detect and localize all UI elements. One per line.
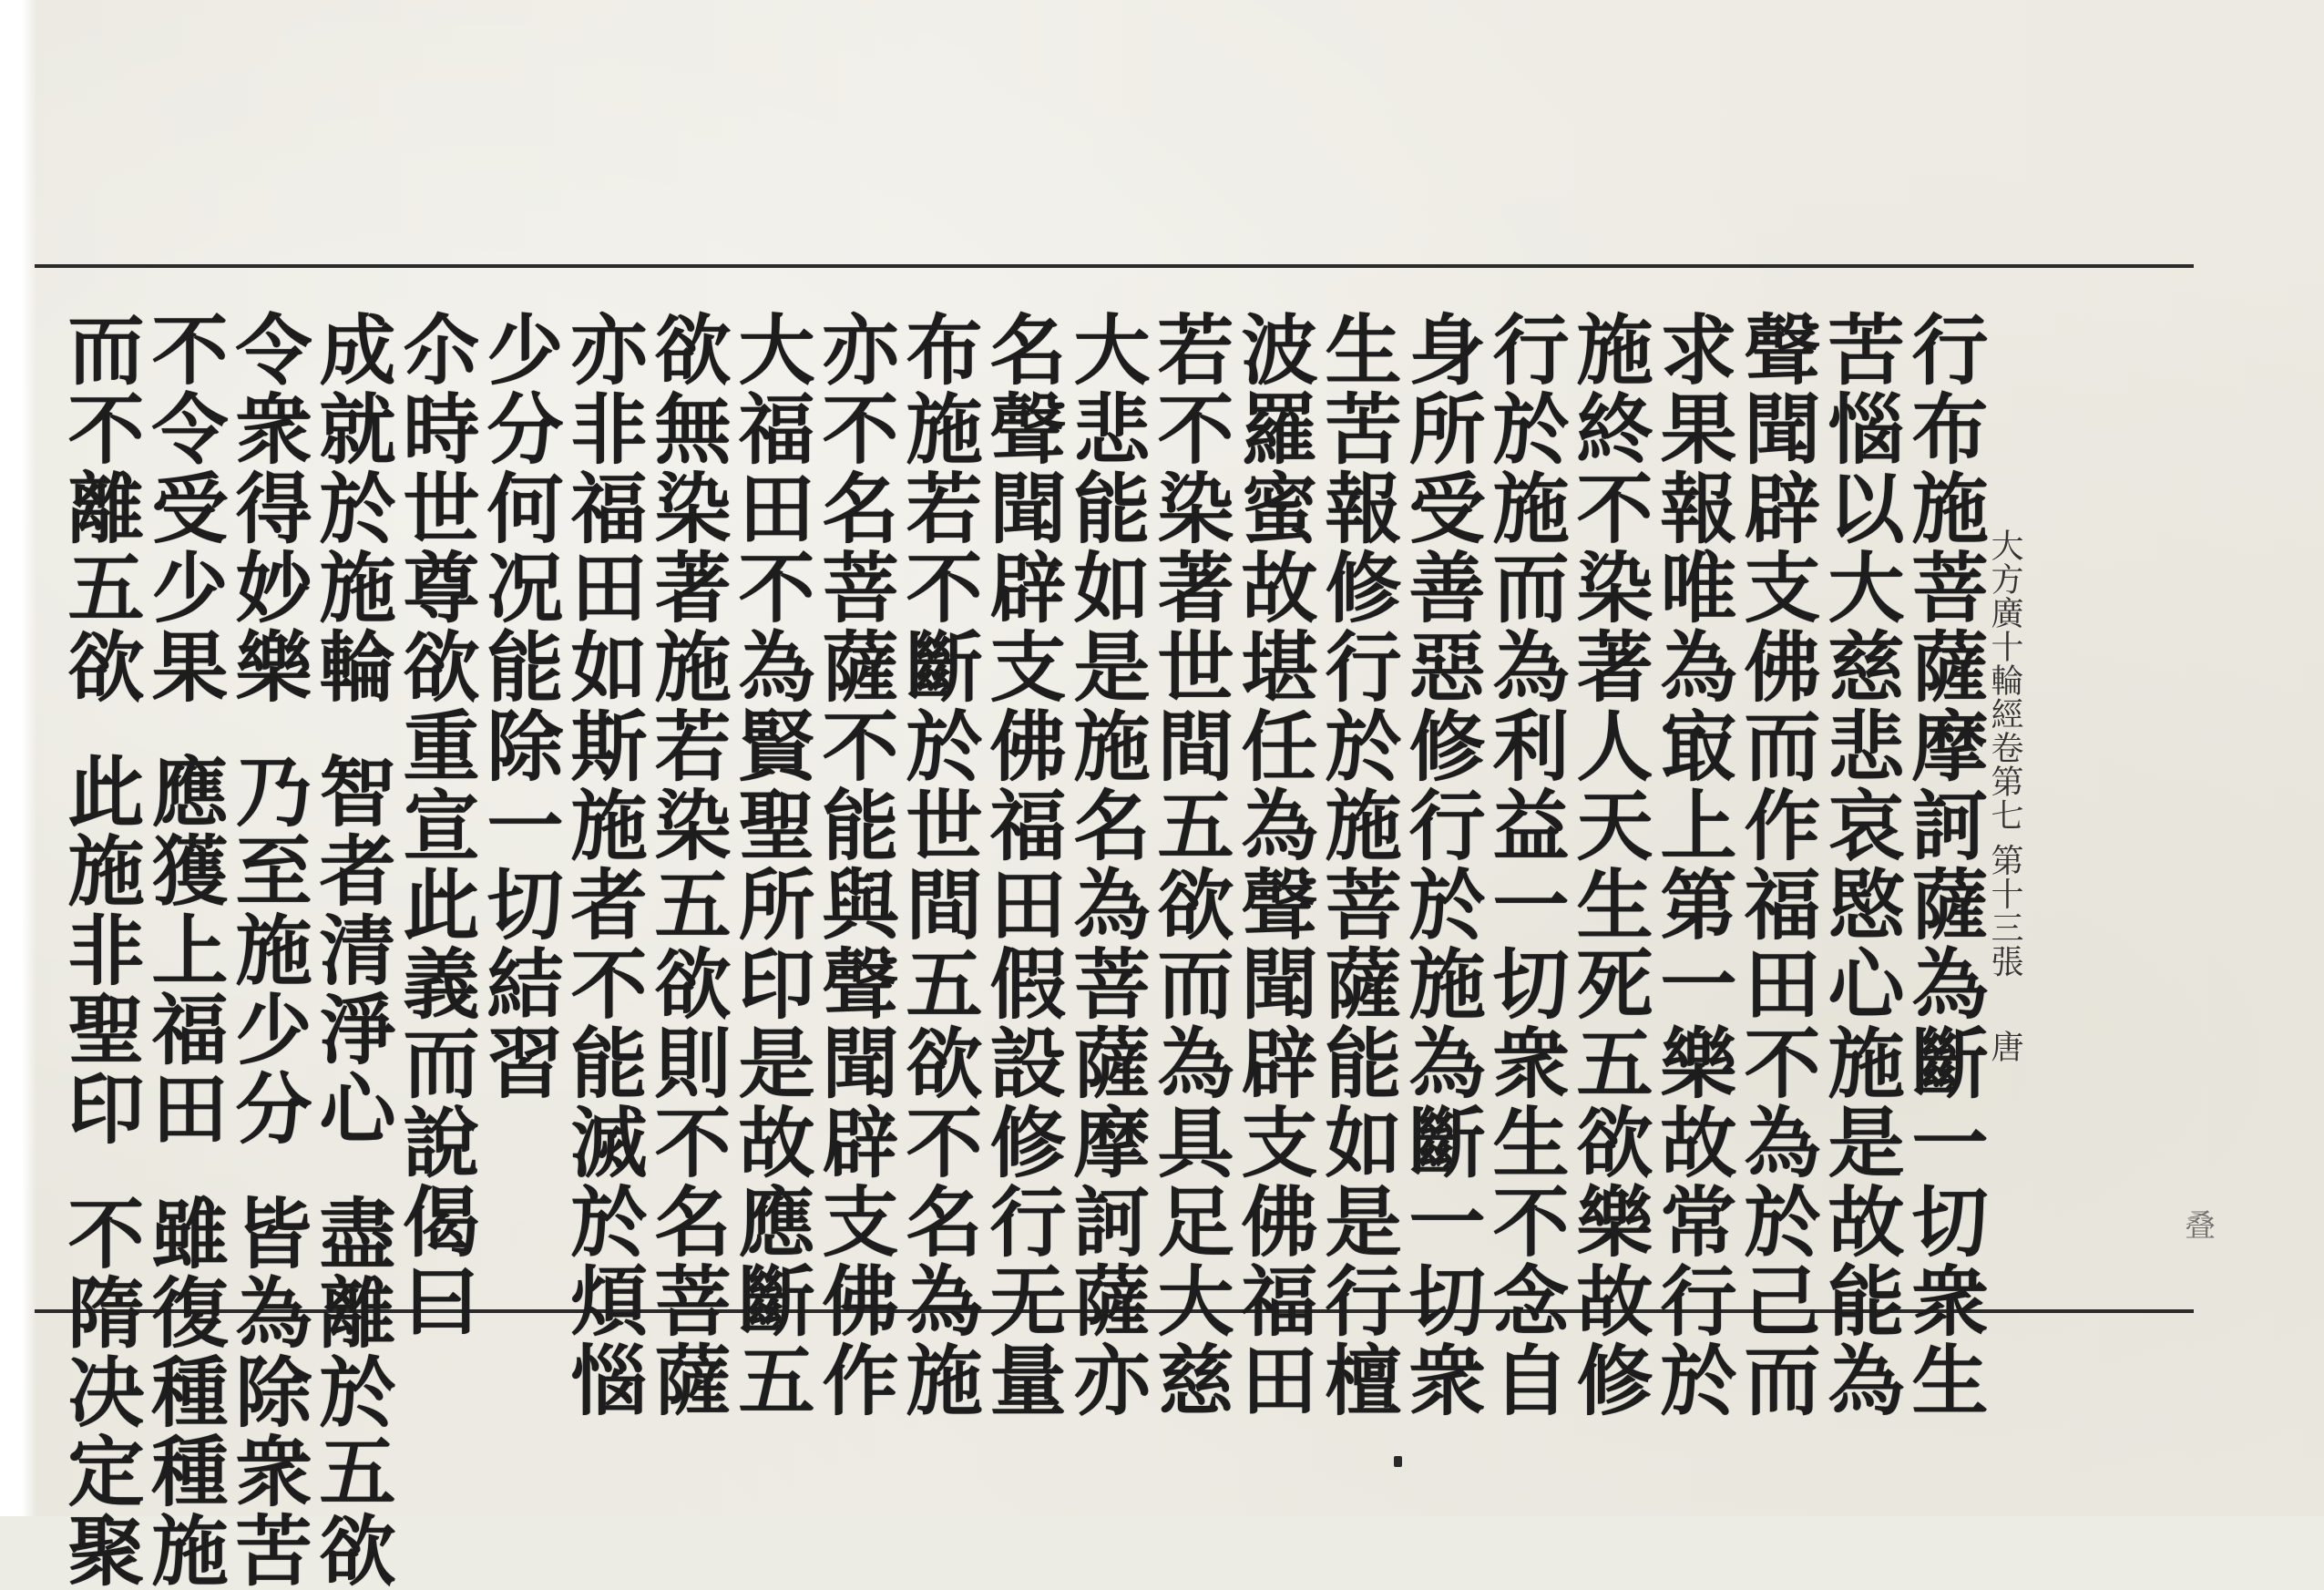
column-text: 大福田不為賢聖所印是故應斷五 (726, 310, 816, 1420)
column-text: 布施若不斷於世間五欲不名為施 (894, 310, 984, 1420)
column-text: 尒時世尊欲重宣此義而說偈曰 (391, 310, 481, 1340)
verse-phrase: 不令受少果 (139, 310, 230, 706)
column-text: 若不染著世間五欲而為具足大慈 (1145, 310, 1235, 1420)
column-text: 聲聞辟支佛而作福田不為於己而 (1732, 310, 1822, 1420)
text-column (391, 310, 481, 1340)
margin-note (1986, 528, 2022, 1063)
text-column (558, 310, 649, 1420)
column-text: 求果報唯為㝡上第一樂故常行於 (1648, 310, 1738, 1420)
text-column (307, 310, 397, 1590)
text-column (1313, 310, 1403, 1420)
verse-phrase: 盡離於五欲 (307, 1194, 397, 1590)
verse-phrase: 雖復種種施 (139, 1194, 230, 1590)
text-column (894, 310, 984, 1420)
text-column (1397, 310, 1487, 1420)
verse-phrase: 令衆得妙樂 (223, 310, 313, 706)
page-number: 第十三張 (1986, 843, 2023, 979)
verse-phrase: 而不離五欲 (56, 310, 146, 706)
column-text: 波羅蜜故堪任為聲聞辟支佛福田 (1229, 310, 1319, 1420)
column-text: 欲無染著施若染五欲則不名菩薩 (642, 310, 732, 1420)
text-column (978, 310, 1068, 1420)
text-column (1732, 310, 1822, 1420)
column-text: 身所受善惡修行於施為斷一切衆 (1397, 310, 1487, 1420)
ink-speck (1394, 1456, 1402, 1467)
text-column (642, 310, 732, 1420)
column-text: 亦非福田如斯施者不能滅於煩惱 (558, 310, 649, 1420)
stamp-mark: 叠 (2185, 1208, 2216, 1245)
verse-phrase: 不隋决定聚 (56, 1194, 146, 1590)
text-column (726, 310, 816, 1420)
column-text: 名聲聞辟支佛福田假設修行无量 (978, 310, 1068, 1420)
text-column (810, 310, 900, 1420)
text-column (1816, 310, 1906, 1420)
text-block (56, 310, 1990, 1590)
column-text: 大悲能如是施名為菩薩摩訶薩亦 (1061, 310, 1152, 1420)
column-text: 亦不名菩薩不能與聲聞辟支佛作 (810, 310, 900, 1420)
column-text: 行布施菩薩摩訶薩為斷一切衆生 (1899, 310, 1990, 1420)
text-column (1061, 310, 1152, 1420)
text-column (1229, 310, 1319, 1420)
sutra-title: 大方廣十輪經卷第七 (1986, 528, 2023, 832)
text-column (1564, 310, 1654, 1420)
text-column (223, 310, 313, 1590)
column-text: 苦惱以大慈悲哀愍心施是故能為 (1816, 310, 1906, 1420)
verse-phrase: 此施非聖印 (56, 752, 146, 1148)
text-column (1480, 310, 1571, 1420)
verse-phrase: 應獲上福田 (139, 752, 230, 1148)
printer-mark: 唐 (1986, 1029, 2023, 1063)
column-text: 施終不染著人天生死五欲樂故修 (1564, 310, 1654, 1420)
top-border-rule (35, 264, 2194, 268)
column-text: 行於施而為利益一切衆生不念自 (1480, 310, 1571, 1420)
text-column (1648, 310, 1738, 1420)
column-text: 少分何况能除一切結習 (475, 310, 565, 1103)
text-column (475, 310, 565, 1294)
verse-phrase: 乃至施少分 (223, 752, 313, 1148)
text-column (1145, 310, 1235, 1420)
verse-phrase: 智者清淨心 (307, 752, 397, 1148)
text-column (56, 310, 146, 1590)
text-column (1899, 310, 1990, 1420)
column-text: 生苦報修行於施菩薩能如是行檀 (1313, 310, 1403, 1420)
verse-phrase: 皆為除衆苦 (223, 1194, 313, 1590)
verse-phrase: 成就於施輪 (307, 310, 397, 706)
text-column (139, 310, 230, 1590)
